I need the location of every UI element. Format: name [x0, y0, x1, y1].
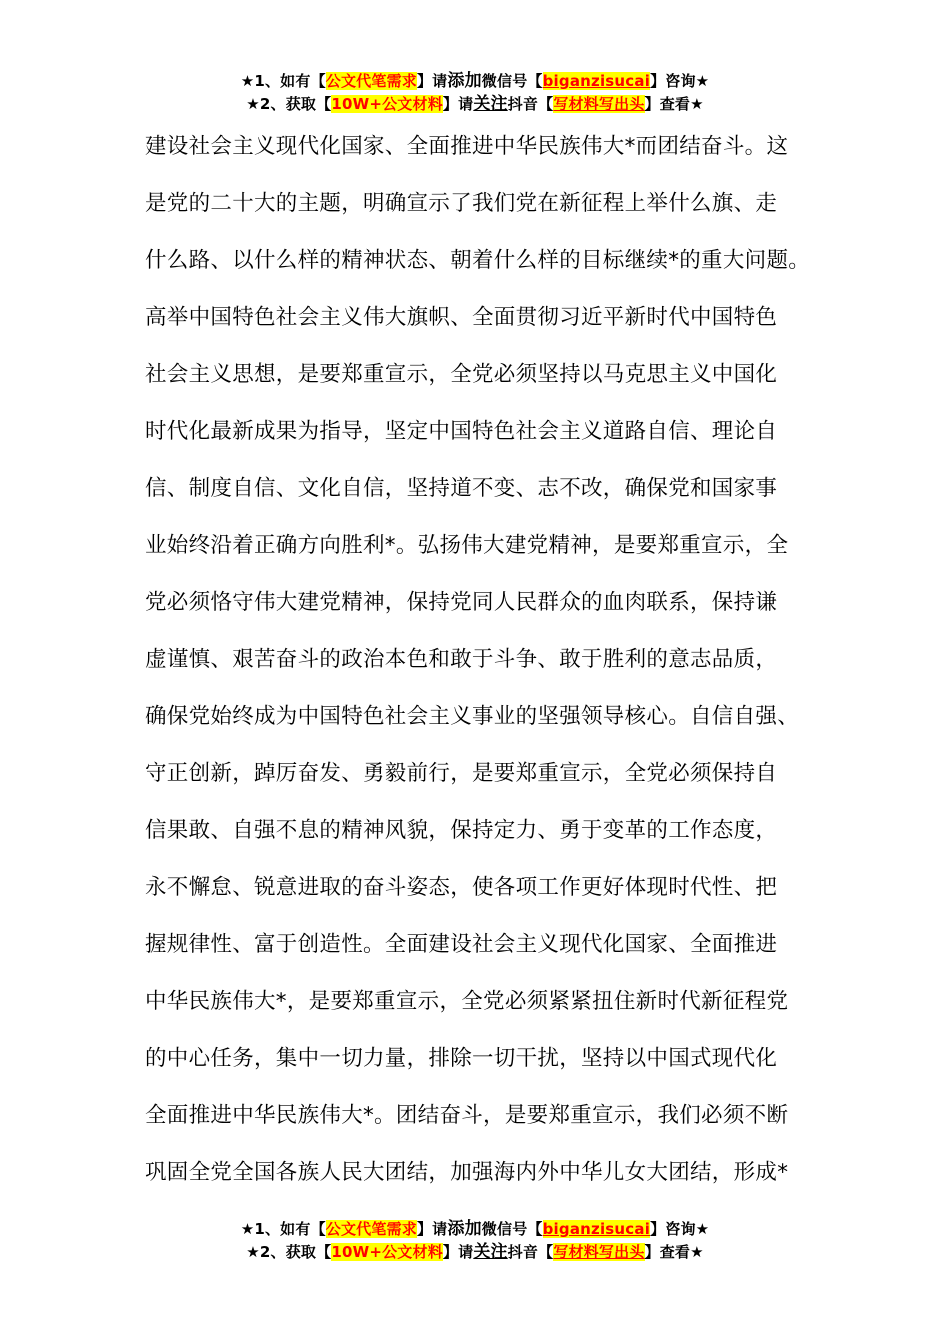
douyin-account-link[interactable]: 写材料写出头	[553, 1243, 645, 1261]
highlight-service: 公文代笔需求	[325, 1220, 417, 1238]
body-line: 社会主义思想，是要郑重宣示，全党必须坚持以马克思主义中国化	[145, 362, 778, 387]
body-line: 什么路、以什么样的精神状态、朝着什么样的目标继续*的重大问题。	[145, 248, 811, 273]
banner-line-1: ★1、如有【公文代笔需求】请添加微信号【biganzisucai】咨询★	[240, 71, 710, 91]
wechat-id-link[interactable]: biganzisucai	[542, 72, 651, 90]
body-line: 虚谨慎、艰苦奋斗的政治本色和敢于斗争、敢于胜利的意志品质，	[145, 647, 778, 672]
body-line: 高举中国特色社会主义伟大旗帜、全面贯彻习近平新时代中国特色	[145, 305, 778, 330]
body-line: 时代化最新成果为指导，坚定中国特色社会主义道路自信、理论自	[145, 419, 778, 444]
body-line: 业始终沿着正确方向胜利*。弘扬伟大建党精神，是要郑重宣示，全	[145, 533, 789, 558]
header-banner	[0, 70, 950, 116]
banner-line-2: ★2、获取【10W+公文材料】请关注抖音【写材料写出头】查看★	[246, 1242, 704, 1262]
wechat-id-link[interactable]: biganzisucai	[542, 1220, 651, 1238]
highlight-materials: 10W+公文材料	[331, 95, 443, 113]
body-line: 巩固全党全国各族人民大团结，加强海内外中华儿女大团结，形成*	[145, 1160, 789, 1185]
body-line: 握规律性、富于创造性。全面建设社会主义现代化国家、全面推进	[145, 932, 778, 957]
body-line: 信果敢、自强不息的精神风貌，保持定力、勇于变革的工作态度，	[145, 818, 778, 843]
body-line: 建设社会主义现代化国家、全面推进中华民族伟大*而团结奋斗。这	[145, 134, 789, 159]
banner-line-2: ★2、获取【10W+公文材料】请关注抖音【写材料写出头】查看★	[246, 94, 704, 114]
body-line: 的中心任务，集中一切力量，排除一切干扰，坚持以中国式现代化	[145, 1046, 778, 1071]
body-line: 党必须恪守伟大建党精神，保持党同人民群众的血肉联系，保持谦	[145, 590, 778, 615]
highlight-service: 公文代笔需求	[325, 72, 417, 90]
body-line: 全面推进中华民族伟大*。团结奋斗，是要郑重宣示，我们必须不断	[145, 1103, 789, 1128]
footer-banner	[0, 1218, 950, 1264]
body-line: 信、制度自信、文化自信，坚持道不变、志不改，确保党和国家事	[145, 476, 778, 501]
body-line: 永不懈怠、锐意进取的奋斗姿态，使各项工作更好体现时代性、把	[145, 875, 778, 900]
banner-line-1: ★1、如有【公文代笔需求】请添加微信号【biganzisucai】咨询★	[240, 1219, 710, 1239]
body-line: 中华民族伟大*，是要郑重宣示，全党必须紧紧扭住新时代新征程党	[145, 989, 789, 1014]
body-line: 是党的二十大的主题，明确宣示了我们党在新征程上举什么旗、走	[145, 191, 778, 216]
body-line: 守正创新，踔厉奋发、勇毅前行，是要郑重宣示，全党必须保持自	[145, 761, 778, 786]
douyin-account-link[interactable]: 写材料写出头	[553, 95, 645, 113]
body-line: 确保党始终成为中国特色社会主义事业的坚强领导核心。自信自强、	[145, 704, 800, 729]
document-body	[145, 118, 835, 1201]
highlight-materials: 10W+公文材料	[331, 1243, 443, 1261]
